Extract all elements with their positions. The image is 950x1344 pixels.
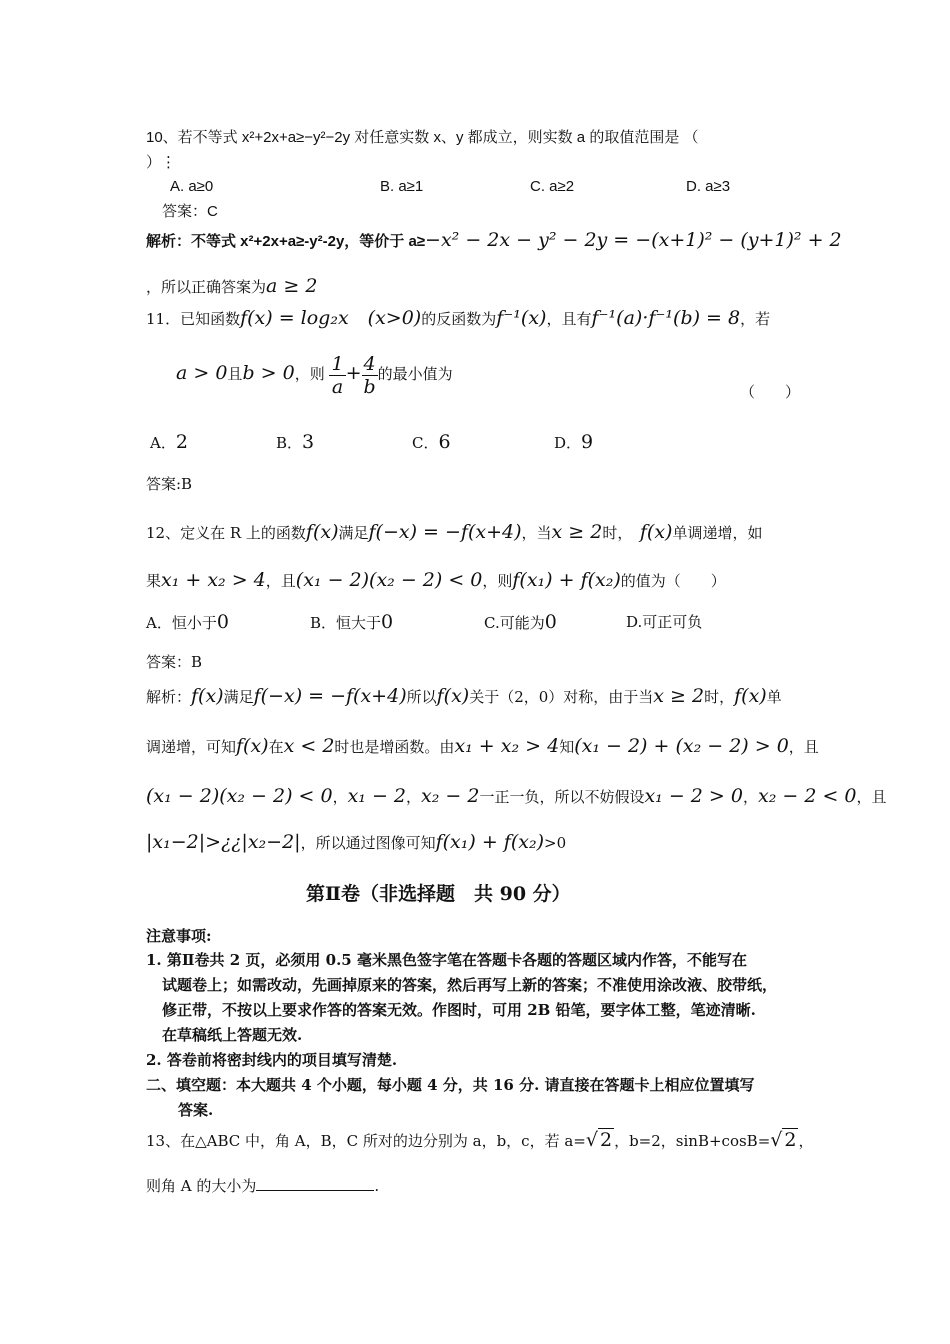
part2-title: 第Ⅱ卷（非选择题 共 90 分） — [306, 883, 571, 905]
q12-a1b: 满足 — [223, 688, 254, 706]
q11-option-c-label: C． — [412, 434, 439, 452]
q12-a1a: 解析： — [146, 688, 192, 706]
q12-option-b — [310, 612, 393, 633]
q11-stem-b: 的反函数为 — [421, 310, 497, 328]
q11-stem-d: ，若 — [740, 310, 771, 328]
q11-frac1-den: a — [331, 375, 344, 398]
q10-analysis-expr: −x² − 2x − y² − 2y = −(x+1)² − (y+1)² + 2 — [425, 229, 842, 251]
q12-option-a-label: A．恒小于 — [146, 614, 217, 632]
q12-option-d: D.可正可负 — [626, 613, 703, 631]
q12-l1c: ，当 — [521, 524, 552, 542]
q11-option-a — [150, 432, 188, 453]
q12-option-b-label: B．恒大于 — [310, 614, 382, 632]
q12-cond: x ≥ 2 — [551, 521, 603, 543]
q11-frac1-num: 1 — [331, 352, 344, 375]
q12-fsum: f(x₁) + f(x₂) — [512, 569, 621, 591]
notice-heading: 注意事项: — [146, 927, 212, 945]
q13-sqrt-b: √ 2 — [770, 1129, 797, 1151]
q12-a1e: 时， — [704, 688, 735, 706]
q13-ask — [146, 1174, 379, 1196]
q12-a4b: >0 — [544, 834, 567, 852]
q12-option-c — [484, 612, 557, 633]
q13-line2: 则角 A 的大小为 — [146, 1177, 257, 1195]
q11-option-b — [276, 432, 314, 453]
q12-option-a-zero: 0 — [216, 611, 229, 633]
q12-l2b: ，且 — [265, 572, 296, 590]
q11-option-d-value: 9 — [581, 431, 594, 453]
q11-and: 且 — [227, 365, 243, 383]
q12-a2b: 在 — [268, 738, 284, 756]
section-2-heading: 二、填空题：本大题共 4 个小题，每小题 4 分，共 16 分. 请直接在答题卡上相应位置填写 — [146, 1076, 755, 1094]
q10-answer: 答案：C — [162, 203, 218, 220]
q10-option-d: D. a≥3 — [686, 178, 731, 195]
q11-stem-a: 11．已知函数 — [146, 310, 241, 328]
q12-a2-sum: x₁ + x₂ > 4 — [454, 735, 560, 757]
notice-1b: 试题卷上；如需改动，先画掉原来的答案，然后再写上新的答案；不准使用涂改液、胶带纸， — [162, 976, 778, 994]
q12-option-c-zero: 0 — [544, 611, 557, 633]
q12-a1d: 关于（2，0）对称，由于当 — [469, 688, 654, 706]
q11-option-a-value: 2 — [175, 431, 188, 453]
q12-analysis-line2 — [146, 736, 819, 757]
q11-fraction-1 — [329, 353, 345, 398]
q12-l2c: ，则 — [482, 572, 513, 590]
q12-a3-d1: x₁ − 2 — [347, 785, 407, 807]
q12-analysis-line1 — [146, 686, 782, 707]
q11-plus: + — [345, 362, 362, 384]
q12-analysis-line3 — [146, 786, 887, 807]
q12-a1-fx-2: f(x) — [436, 685, 470, 707]
q12-a2a: 调递增，可知 — [146, 738, 237, 756]
q12-l1a: 12、定义在 R 上的函数 — [146, 524, 306, 542]
q11-answer: 答案:B — [146, 475, 193, 493]
q10-option-c: C. a≥2 — [530, 178, 575, 195]
q10-option-a: A. a≥0 — [170, 178, 214, 195]
q13-stem — [146, 1130, 813, 1151]
q11-frac2-num: 4 — [362, 353, 378, 376]
q13-sqrt-a: √ 2 — [585, 1129, 613, 1151]
q12-sum: x₁ + x₂ > 4 — [161, 569, 266, 591]
q11-fraction-2 — [362, 353, 378, 398]
q13-b: ，b=2，sinB+cosB= — [614, 1132, 771, 1150]
q10-stem: 10、若不等式 x²+2x+a≥−y²−2y 对任意实数 x、y 都成立，则实数 a 的取值范围是 （ — [146, 129, 699, 146]
q11-option-c — [412, 432, 451, 453]
q11-option-d — [554, 432, 593, 453]
q11-inverse: f⁻¹(x) — [496, 307, 547, 329]
q11-option-a-label: A． — [150, 434, 176, 452]
section-2-heading-cont: 答案. — [178, 1101, 214, 1119]
q12-a3-d2neg: x₂ − 2 < 0 — [758, 785, 857, 807]
q12-stem-line2 — [146, 570, 726, 591]
q13-a: 13、在△ABC 中，角 A，B，C 所对的边分别为 a，b，c，若 a= — [146, 1132, 586, 1150]
q12-answer: 答案：B — [146, 653, 203, 671]
q12-product: (x₁ − 2)(x₂ − 2) < 0 — [295, 569, 483, 591]
q12-l2a: 果 — [146, 572, 162, 590]
q12-fx-2: f(x) — [639, 521, 673, 543]
q12-a3e: ，且 — [856, 788, 887, 806]
q12-a4a: ，所以通过图像可知 — [300, 834, 436, 852]
q12-analysis-line4 — [146, 832, 566, 853]
q12-a3-d2: x₂ − 2 — [421, 785, 480, 807]
q12-a2-pos: (x₁ − 2) + (x₂ − 2) > 0 — [574, 735, 789, 757]
q12-l2d: 的值为（ ） — [620, 572, 726, 590]
q12-a3c: 一正一负，所以不妨假设 — [479, 788, 645, 806]
q11-option-b-value: 3 — [302, 431, 315, 453]
q10-analysis-end — [146, 276, 317, 297]
q12-a4-abs: |x₁−2|>¿¿|x₂−2| — [146, 831, 301, 853]
q12-a1-fx: f(x) — [191, 685, 224, 707]
q11-stem — [146, 308, 770, 329]
q12-a3-prod: (x₁ − 2)(x₂ − 2) < 0 — [146, 785, 333, 807]
q12-option-a — [146, 612, 229, 633]
q12-stem-line1 — [146, 522, 762, 543]
q12-a1-cond: x ≥ 2 — [653, 685, 705, 707]
q12-a1c: 所以 — [406, 688, 437, 706]
q12-a2d: 知 — [559, 738, 575, 756]
q11-ask: 的最小值为 — [377, 365, 453, 383]
q12-a1f: 单 — [766, 688, 782, 706]
q10-analysis-end-expr: a ≥ 2 — [266, 275, 318, 297]
q11-frac2-den: b — [363, 375, 376, 398]
q13-end: . — [374, 1177, 380, 1195]
q12-a3-d1pos: x₁ − 2 > 0 — [644, 785, 743, 807]
q10-analysis-prefix: 解析：不等式 x²+2x+a≥-y²-2y，等价于 a≥ — [146, 233, 426, 250]
q12-a1-fx-3: f(x) — [734, 685, 767, 707]
q11-stem-line2 — [176, 348, 453, 399]
q11-then: ，则 — [294, 365, 325, 383]
q12-a2-fx: f(x) — [236, 735, 269, 757]
q10-stem-cont: ）⋮ — [146, 154, 177, 171]
q12-a4-fsum: f(x₁) + f(x₂) — [435, 831, 544, 853]
q10-option-b: B. a≥1 — [380, 178, 424, 195]
notice-1: 1. 第Ⅱ卷共 2 页，必须用 0.5 毫米黑色签字笔在答题卡各题的答题区域内作答，不能写在 — [146, 951, 747, 969]
q11-option-b-label: B． — [276, 434, 303, 452]
q13-sqrt-b-radicand: 2 — [784, 1129, 797, 1151]
q11-option-c-value: 6 — [438, 431, 451, 453]
q10-analysis — [146, 230, 842, 252]
q11-cond-b: b > 0 — [242, 362, 295, 384]
q11-func: f(x) = log₂x (x>0) — [240, 307, 422, 329]
q12-relation: f(−x) = −f(x+4) — [368, 521, 522, 543]
notice-1d: 在草稿纸上答题无效. — [162, 1026, 303, 1044]
q12-a2-lt2: x < 2 — [283, 735, 335, 757]
q13-answer-blank[interactable] — [256, 1174, 374, 1191]
q10-analysis-end-prefix: ，所以正确答案为 — [146, 278, 267, 296]
q12-fx: f(x) — [305, 521, 339, 543]
q12-a3b: ， — [406, 788, 422, 806]
q12-a2c: 时也是增函数。由 — [334, 738, 455, 756]
q12-a1-relation: f(−x) = −f(x+4) — [253, 685, 407, 707]
q11-condition: f⁻¹(a)·f⁻¹(b) = 8 — [591, 307, 741, 329]
q13-sqrt-a-radicand: 2 — [599, 1129, 613, 1151]
q11-cond-a: a > 0 — [176, 362, 228, 384]
q12-a2e: ，且 — [788, 738, 819, 756]
q11-stem-c: ，且有 — [546, 310, 592, 328]
q12-a3a: ， — [332, 788, 348, 806]
q13-c: ， — [798, 1132, 814, 1150]
notice-1c: 修正带，不按以上要求作答的答案无效。作图时，可用 2B 铅笔，要字体工整，笔迹清晰. — [162, 1001, 756, 1019]
q11-paren: （ ） — [740, 383, 801, 401]
q12-l1d: 时， — [602, 524, 625, 542]
q12-option-c-label: C.可能为 — [484, 614, 545, 632]
q11-option-d-label: D． — [554, 434, 582, 452]
notice-2: 2. 答卷前将密封线内的项目填写清楚. — [146, 1051, 398, 1069]
q12-l1b: 满足 — [338, 524, 369, 542]
q12-a3d: ， — [742, 788, 758, 806]
q12-option-b-zero: 0 — [381, 611, 394, 633]
q12-l1e: 单调递增，如 — [672, 524, 763, 542]
